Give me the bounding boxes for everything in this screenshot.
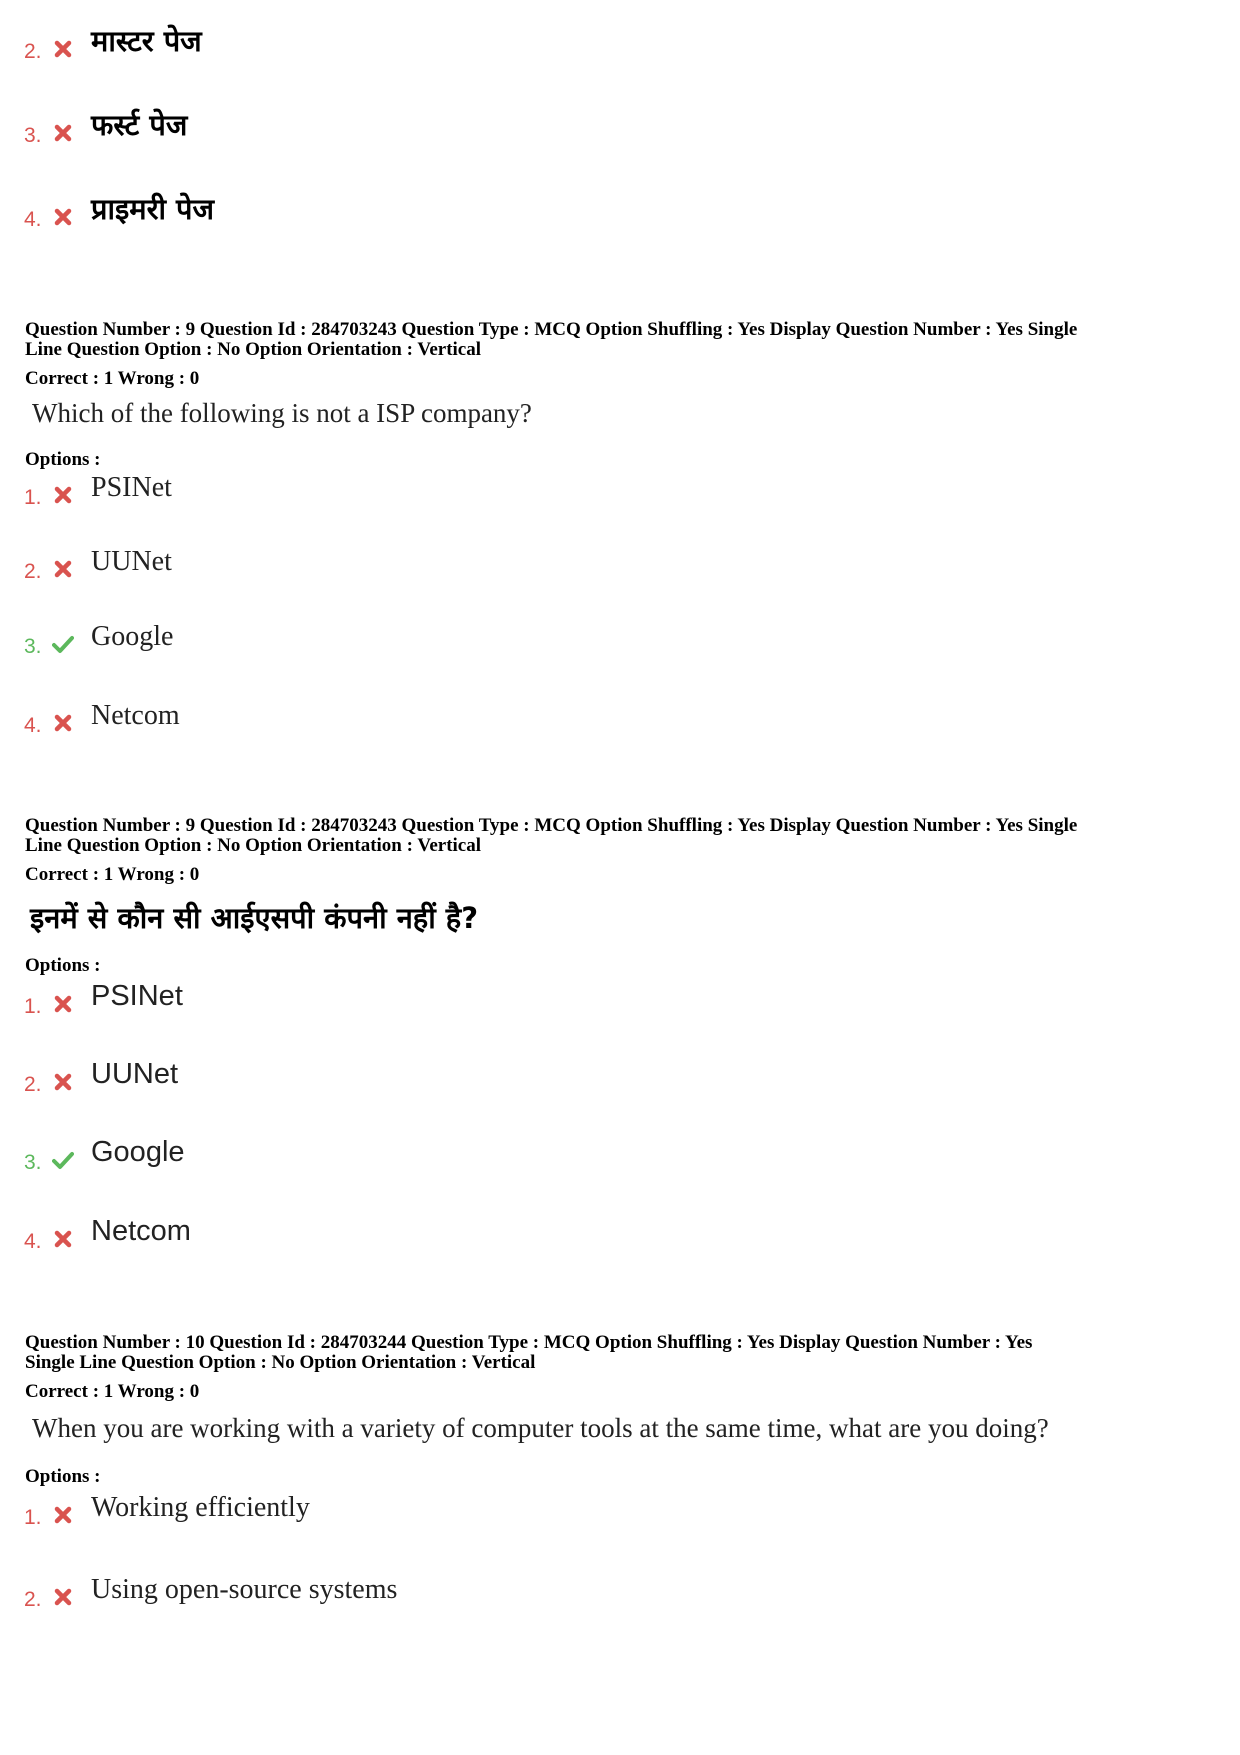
option-number: 2.	[24, 40, 42, 63]
options-label: Options :	[25, 449, 101, 470]
question-text: When you are working with a variety of computer tools at the same time, what are you doing?	[32, 1413, 1049, 1443]
cross-icon	[52, 38, 74, 60]
option-text: Netcom	[91, 1215, 191, 1247]
cross-icon	[52, 1228, 74, 1250]
option-text: UUNet	[91, 1058, 179, 1090]
option-text: Google	[91, 621, 174, 652]
score-line: Correct : 1 Wrong : 0	[25, 864, 200, 885]
options-label: Options :	[25, 1466, 101, 1487]
cross-icon	[52, 993, 74, 1015]
cross-icon	[52, 484, 74, 506]
option-number: 3.	[24, 124, 42, 147]
cross-icon	[52, 558, 74, 580]
check-icon	[52, 633, 74, 655]
option-number: 2.	[24, 560, 42, 583]
cross-icon	[52, 1504, 74, 1526]
option-number: 4.	[24, 208, 42, 231]
option-text: Google	[91, 1136, 185, 1168]
question-meta: Question Number : 10 Question Id : 284703244 Question Type : MCQ Option Shuffling : Yes Display Question Number : Yes Single Line Question Option : No Option Orientation : Vertical	[25, 1332, 1033, 1373]
option-text: Working efficiently	[91, 1492, 310, 1523]
option-text: Using open-source systems	[91, 1574, 398, 1605]
option-number: 4.	[24, 714, 42, 737]
cross-icon	[52, 206, 74, 228]
option-number: 2.	[24, 1588, 42, 1611]
score-line: Correct : 1 Wrong : 0	[25, 368, 200, 389]
option-text: PSINet	[91, 980, 183, 1012]
cross-icon	[52, 1071, 74, 1093]
options-label: Options :	[25, 955, 101, 976]
check-icon	[52, 1149, 74, 1171]
score-line: Correct : 1 Wrong : 0	[25, 1381, 200, 1402]
option-text: Netcom	[91, 700, 180, 731]
option-text: प्राइमरी पेज	[91, 192, 215, 226]
option-number: 1.	[24, 1506, 42, 1529]
option-text: फर्स्ट पेज	[91, 108, 188, 142]
option-number: 2.	[24, 1073, 42, 1096]
option-text: UUNet	[91, 546, 172, 577]
question-meta: Question Number : 9 Question Id : 284703243 Question Type : MCQ Option Shuffling : Yes Display Question Number : Yes Single Line Question Option : No Option Orientation : Vertical	[25, 815, 1078, 856]
option-number: 3.	[24, 1151, 42, 1174]
cross-icon	[52, 122, 74, 144]
option-text: PSINet	[91, 472, 172, 503]
question-meta: Question Number : 9 Question Id : 284703243 Question Type : MCQ Option Shuffling : Yes Display Question Number : Yes Single Line Question Option : No Option Orientation : Vertical	[25, 319, 1078, 360]
option-number: 4.	[24, 1230, 42, 1253]
option-text: मास्टर पेज	[91, 24, 202, 58]
option-number: 1.	[24, 995, 42, 1018]
cross-icon	[52, 712, 74, 734]
question-text: इनमें से कौन सी आईएसपी कंपनी नहीं है?	[30, 901, 479, 935]
cross-icon	[52, 1586, 74, 1608]
question-text: Which of the following is not a ISP company?	[32, 398, 532, 428]
option-number: 3.	[24, 635, 42, 658]
option-number: 1.	[24, 486, 42, 509]
